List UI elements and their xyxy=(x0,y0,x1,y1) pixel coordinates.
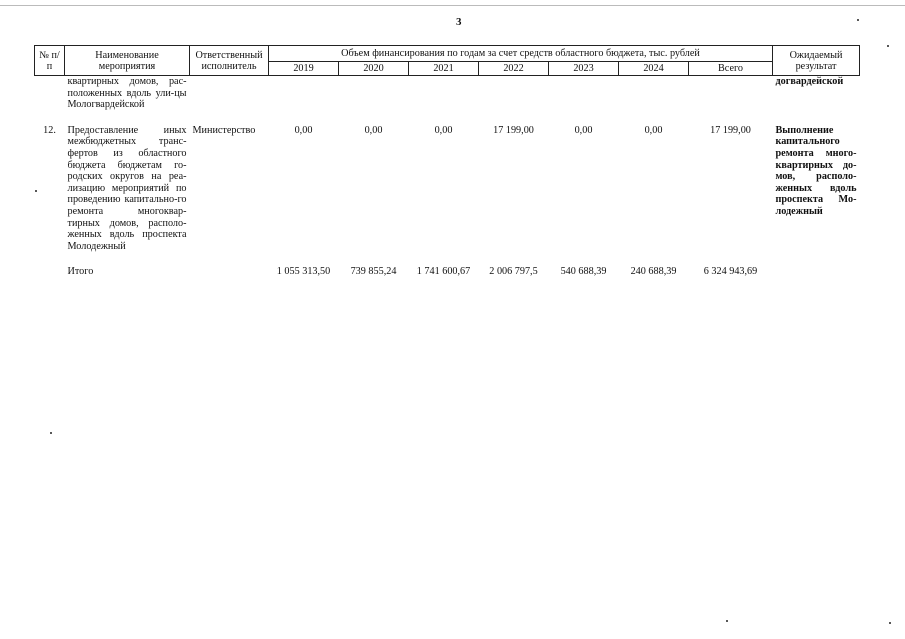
row-value-2022: 17 199,00 xyxy=(493,124,534,136)
scan-speck xyxy=(857,19,859,21)
total-value-2023: 540 688,39 xyxy=(560,266,607,278)
scan-speck xyxy=(50,432,52,434)
continuation-result: догвардейской xyxy=(775,76,844,87)
header-result: Ожидаемый результат xyxy=(773,46,860,76)
table-row xyxy=(35,125,860,253)
scan-speck xyxy=(726,620,728,622)
total-value-2021: 1 741 600,67 xyxy=(416,266,471,278)
program-table xyxy=(34,45,860,278)
total-label: Итого xyxy=(67,266,94,278)
table-row xyxy=(35,76,860,111)
total-value-2022: 2 006 797,5 xyxy=(489,266,538,278)
header-year: 2019 xyxy=(269,62,339,76)
header-year: 2020 xyxy=(339,62,409,76)
total-value-2019: 1 055 313,50 xyxy=(276,266,331,278)
row-gap xyxy=(35,111,860,125)
scan-speck xyxy=(887,45,889,47)
header-year: 2023 xyxy=(549,62,619,76)
row-result: Выполнение капитального ремонта много-квартирных до-мов, располо-женных вдоль проспекта Мо-лодежный xyxy=(775,124,857,217)
header-name: Наименование мероприятия xyxy=(65,46,190,76)
header-year: 2021 xyxy=(409,62,479,76)
header-year: 2022 xyxy=(479,62,549,76)
row-value-2021: 0,00 xyxy=(434,124,453,136)
row-value-2019: 0,00 xyxy=(294,124,313,136)
header-funding: Объем финансирования по годам за счет средств областного бюджета, тыс. рублей xyxy=(269,46,773,62)
total-row xyxy=(35,266,860,278)
row-executor: Министерство xyxy=(192,124,256,136)
row-value-2023: 0,00 xyxy=(574,124,593,136)
scan-speck xyxy=(35,190,37,192)
total-value-2020: 739 855,24 xyxy=(350,266,397,278)
header-total: Всего xyxy=(689,62,773,76)
row-number: 12. xyxy=(43,124,56,136)
header-num: № п/п xyxy=(35,46,65,76)
header-executor: Ответственный исполнитель xyxy=(190,46,269,76)
scan-top-edge xyxy=(0,5,905,6)
table-header-row xyxy=(35,46,860,62)
total-value-2024: 240 688,39 xyxy=(630,266,677,278)
row-value-total: 17 199,00 xyxy=(710,124,751,136)
row-gap xyxy=(35,252,860,266)
continuation-name: квартирных домов, рас-положенных вдоль ули-цы Мологвардейской xyxy=(67,76,187,111)
header-year: 2024 xyxy=(619,62,689,76)
total-value-sum: 6 324 943,69 xyxy=(703,266,758,278)
page-number: 3 xyxy=(456,16,462,28)
row-value-2024: 0,00 xyxy=(644,124,663,136)
scan-speck xyxy=(889,622,891,624)
row-value-2020: 0,00 xyxy=(364,124,383,136)
row-name: Предоставление иных межбюджетных транс-фертов из областного бюджета бюджетам го-родских округов на реа-лизацию мероприятий по проведению капитально-го ремонта многоквар-тирных домов, располо-женных вдоль проспекта Молодежный xyxy=(67,124,187,252)
